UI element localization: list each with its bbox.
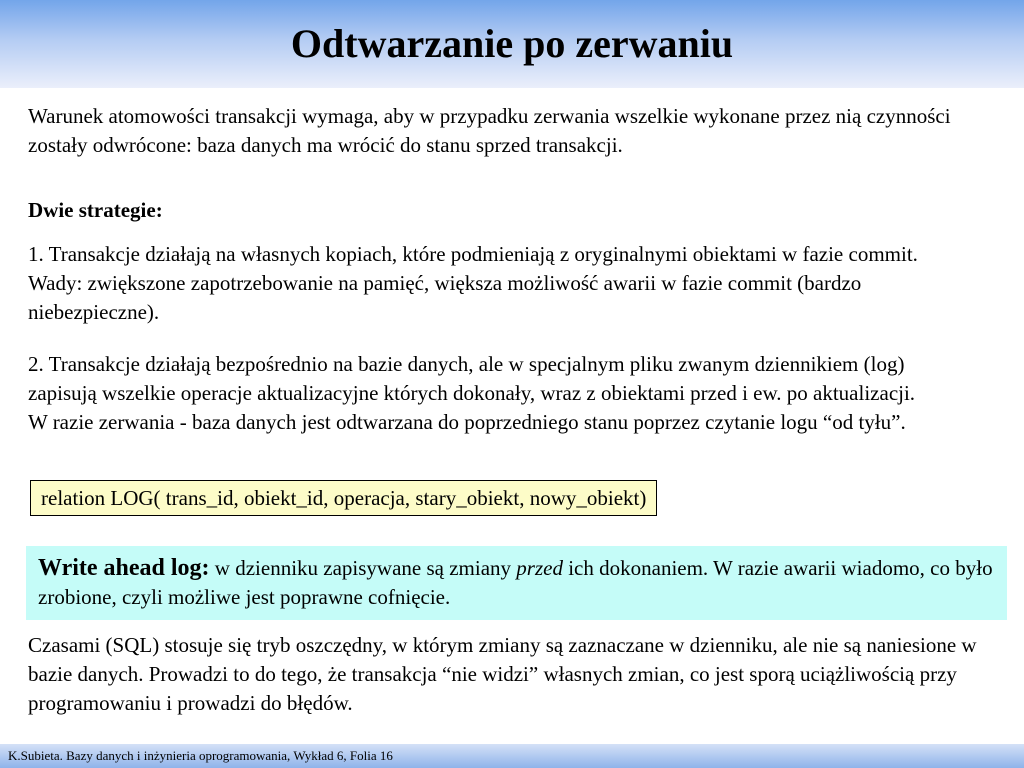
strategy-1-paragraph: 1. Transakcje działają na własnych kopiach, które podmieniają z oryginalnymi obiektami w fazie commit. Wady: zwiększone zapotrzebowanie na pamięć, większa możliwość awarii w fazie commit (bardzo niebezpieczne). — [28, 242, 918, 324]
wal-text-after: ich dokonaniem. W razie awarii wiadomo, co było zrobione, czyli możliwe jest poprawne cofnięcie. — [38, 556, 993, 609]
wal-emphasis: przed — [516, 556, 563, 580]
write-ahead-log-box — [26, 546, 1007, 620]
intro-paragraph: Warunek atomowości transakcji wymaga, aby w przypadku zerwania wszelkie wykonane przez nią czynności zostały odwrócone: baza danych ma wrócić do stanu sprzed transakcji. — [28, 104, 951, 157]
log-relation-code: relation LOG( trans_id, obiekt_id, operacja, stary_obiekt, nowy_obiekt) — [30, 480, 657, 516]
strategies-heading: Dwie strategie: — [28, 198, 163, 222]
footer-caption: K.Subieta. Bazy danych i inżynieria oprogramowania, Wykład 6, Folia 16 — [8, 748, 393, 763]
wal-title: Write ahead log: — [38, 555, 210, 581]
strategy-2-paragraph: 2. Transakcje działają bezpośrednio na bazie danych, ale w specjalnym pliku zwanym dziennikiem (log) zapisują wszelkie operacje aktualizacyjne których dokonały, wraz z obiektami przed i ew. po aktualizacji. W razie zerwania - baza danych jest odtwarzana do poprzedniego stanu poprzez czytanie logu “od tyłu”. — [28, 352, 916, 434]
slide-title: Odtwarzanie po zerwaniu — [290, 21, 734, 66]
closing-paragraph: Czasami (SQL) stosuje się tryb oszczędny, w którym zmiany są zaznaczane w dzienniku, ale nie są naniesione w bazie danych. Prowadzi to do tego, że transakcja “nie widzi” własnych zmian, co jest sporą uciążliwością przy programowaniu i prowadzi do błędów. — [28, 633, 977, 715]
wal-text-before: w dzienniku zapisywane są zmiany — [209, 556, 517, 580]
